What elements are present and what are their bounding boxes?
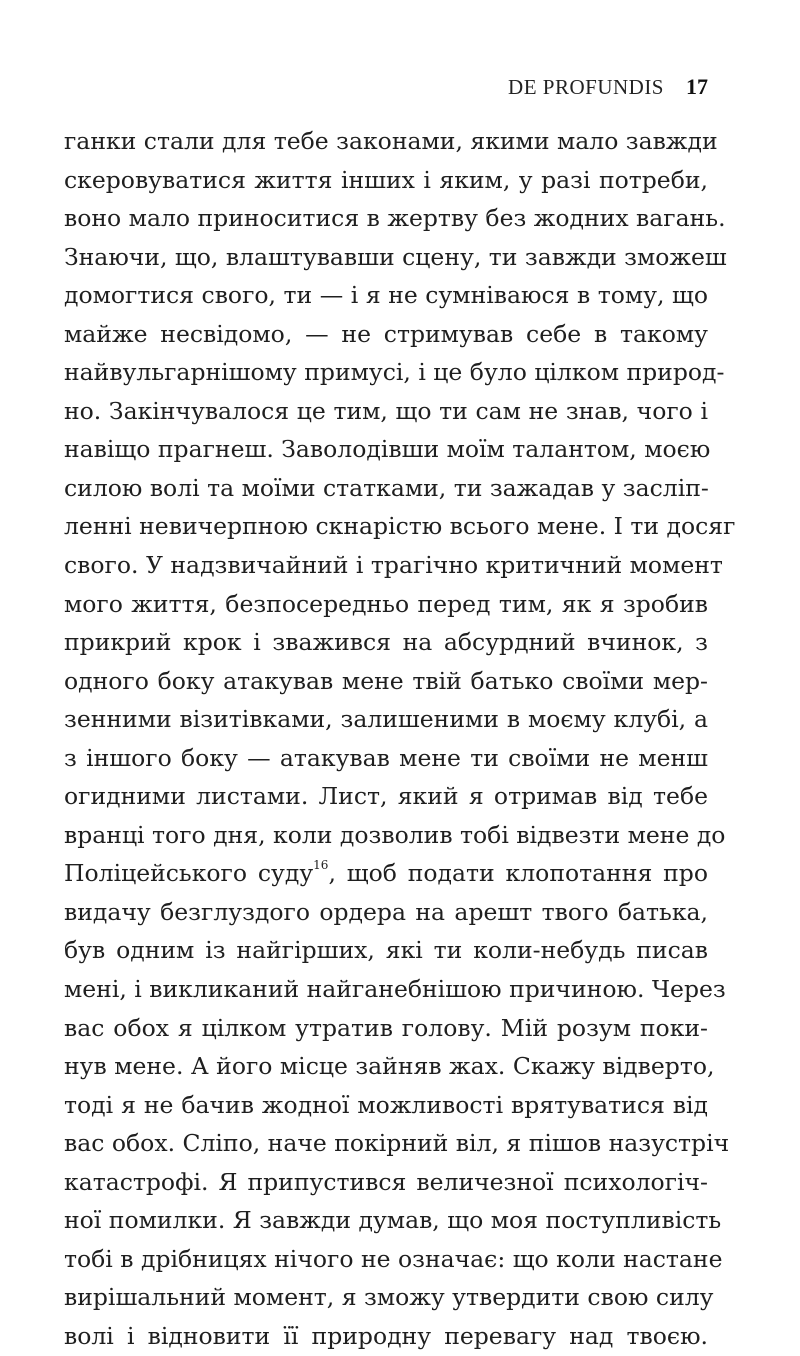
text-line: волі і відновити її природну перевагу над твоєю. <box>64 1321 708 1350</box>
text-line: силою волі та моїми статками, ти зажадав у засліп- <box>64 473 709 502</box>
text-line: вас обох я цілком утратив голову. Мій розум поки- <box>64 1013 708 1042</box>
text-line: скеровуватися життя інших і яким, у разі потреби, <box>64 165 708 194</box>
footnote-line-after: , щоб подати клопотання про <box>328 859 708 888</box>
text-line: був одним із найгірших, які ти коли-небудь писав <box>64 936 708 965</box>
text-line: вирішальний момент, я зможу утвердити свою силу <box>64 1283 714 1312</box>
running-title: DE PROFUNDIS <box>508 75 664 99</box>
text-line: ної помилки. Я завжди думав, що моя поступливість <box>64 1206 722 1235</box>
text-line: найвульгарнішому примусі, і це було цілком природ- <box>64 358 725 387</box>
text-line: нув мене. А його місце зайняв жах. Скажу відверто, <box>64 1052 715 1081</box>
text-line: но. Закінчувалося це тим, що ти сам не знав, чого і <box>64 396 708 425</box>
body-text <box>64 122 736 1356</box>
text-line: видачу безглуздого ордера на арешт твого батька, <box>64 897 708 926</box>
text-line: свого. У надзвичайний і трагічно критичний момент <box>64 551 723 580</box>
text-line: Знаючи, що, влаштувавши сцену, ти завжди зможеш <box>64 242 727 271</box>
text-line-with-footnote <box>64 854 708 893</box>
text-line: прикрий крок і зважився на абсурдний вчинок, з <box>64 628 708 657</box>
text-line: тобі в дрібницях нічого не означає: що коли настане <box>64 1244 723 1273</box>
text-line: одного боку атакував мене твій батько своїми мер- <box>64 666 708 695</box>
text-line: мого життя, безпосередньо перед тим, як я зробив <box>64 589 708 618</box>
page-number: 17 <box>686 74 708 99</box>
text-line: з іншого боку — атакував мене ти своїми не менш <box>64 743 708 772</box>
text-line: навіщо прагнеш. Заволодівши моїм талантом, моєю <box>64 435 711 464</box>
text-line: тоді я не бачив жодної можливості врятуватися від <box>64 1090 708 1119</box>
text-line: воно мало приноситися в жертву без жодних вагань. <box>64 204 726 233</box>
text-line: ленні невичерпною скнарістю всього мене. І ти досяг <box>64 512 736 541</box>
text-line: мені, і викликаний найганебнішою причиною. Через <box>64 975 726 1004</box>
text-line: вас обох. Сліпо, наче покірний віл, я пішов назустріч <box>64 1129 730 1158</box>
text-line: ганки стали для тебе законами, якими мало завжди <box>64 127 718 155</box>
text-line: зенними візитівками, залишеними в моєму клубі, а <box>64 705 708 734</box>
text-line: катастрофі. Я припустився величезної психологіч- <box>64 1167 708 1196</box>
text-line: майже несвідомо, — не стримував себе в такому <box>64 319 708 348</box>
text-line: вранці того дня, коли дозволив тобі відвезти мене до <box>64 820 726 849</box>
text-line: огидними листами. Лист, який я отримав від тебе <box>64 782 708 811</box>
page-header <box>508 74 708 100</box>
text-line: домогтися свого, ти — і я не сумніваюся в тому, що <box>64 281 708 310</box>
footnote-line-before: Поліцейського суду <box>64 859 314 888</box>
footnote-mark[interactable]: 16 <box>313 858 329 873</box>
